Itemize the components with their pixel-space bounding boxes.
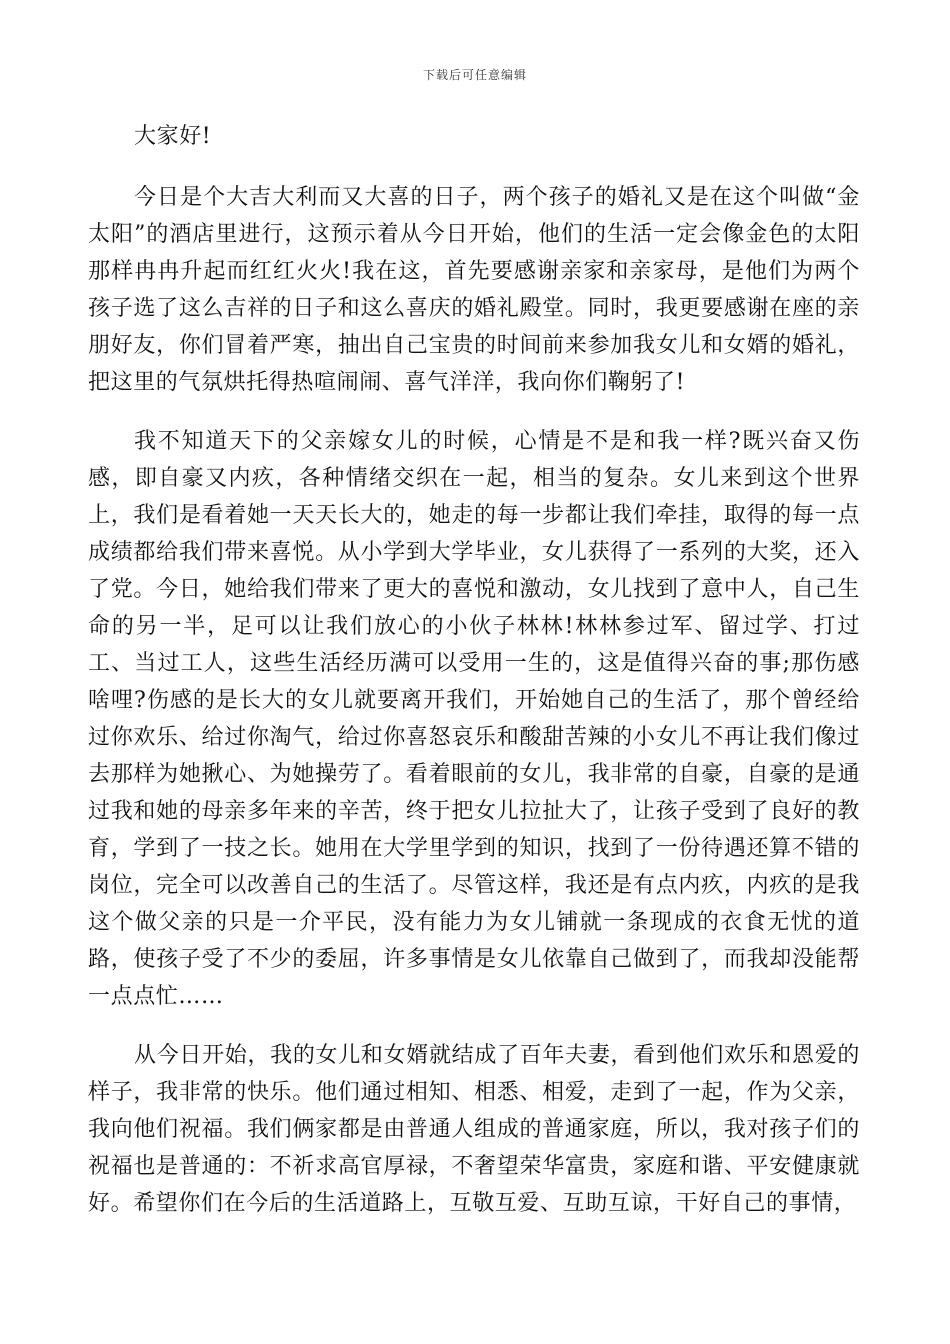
paragraph-1: 今日是个大吉大利而又大喜的日子，两个孩子的婚礼又是在这个叫做“金太阳”的酒店里进行，这预示着从今日开始，他们的生活一定会像金色的太阳那样冉冉升起而红红火火!我在这，首先要感谢亲家和亲家母，是他们为两个孩子选了这么吉祥的日子和这么喜庆的婚礼殿堂。同时，我更要感谢在座的亲朋好友，你们冒着严寒，抽出自己宝贵的时间前来参加我女儿和女婿的婚礼，把这里的气氛烘托得热喧闹闹、喜气洋洋，我向你们鞠躬了! (88, 185, 860, 395)
document-body (88, 118, 860, 1244)
greeting: 大家好! (134, 124, 212, 149)
paragraph-2: 我不知道天下的父亲嫁女儿的时候，心情是不是和我一样?既兴奋又伤感，即自豪又内疚，各种情绪交织在一起，相当的复杂。女儿来到这个世界上，我们是看着她一天天长大的，她走的每一步都让我们牵挂，取得的每一点成绩都给我们带来喜悦。从小学到大学毕业，女儿获得了一系列的大奖，还入了党。今日，她给我们带来了更大的喜悦和激动，女儿找到了意中人，自己生命的另一半，足可以让我们放心的小伙子林林!林林参过军、留过学、打过工、当过工人，这些生活经历满可以受用一生的，这是值得兴奋的事;那伤感啥哩?伤感的是长大的女儿就要离开我们，开始她自己的生活了，那个曾经给过你欢乐、给过你淘气，给过你喜怒哀乐和酸甜苦辣的小女儿不再让我们像过去那样为她揪心、为她操劳了。看着眼前的女儿，我非常的自豪，自豪的是通过我和她的母亲多年来的辛苦，终于把女儿拉扯大了，让孩子受到了良好的教育，学到了一技之长。她用在大学里学到的知识，找到了一份待遇还算不错的岗位，完全可以改善自己的生活了。尽管这样，我还是有点内疚，内疚的是我这个做父亲的只是一介平民，没有能力为女儿铺就一条现成的衣食无忧的道路，使孩子受了不少的委屈，许多事情是女儿依靠自己做到了，而我却没能帮一点点忙…… (88, 429, 860, 1009)
paragraph-3: 从今日开始，我的女儿和女婿就结成了百年夫妻，看到他们欢乐和恩爱的样子，我非常的快乐。他们通过相知、相悉、相爱，走到了一起，作为父亲，我向他们祝福。我们俩家都是由普通人组成的普通家庭，所以，我对孩子们的祝福也是普通的：不祈求高官厚禄，不奢望荣华富贵，家庭和谐、平安健康就好。希望你们在今后的生活道路上，互敬互爱、互助互谅，干好自己的事情， (88, 1043, 860, 1216)
page-header-note: 下载后可任意编辑 (422, 68, 527, 82)
